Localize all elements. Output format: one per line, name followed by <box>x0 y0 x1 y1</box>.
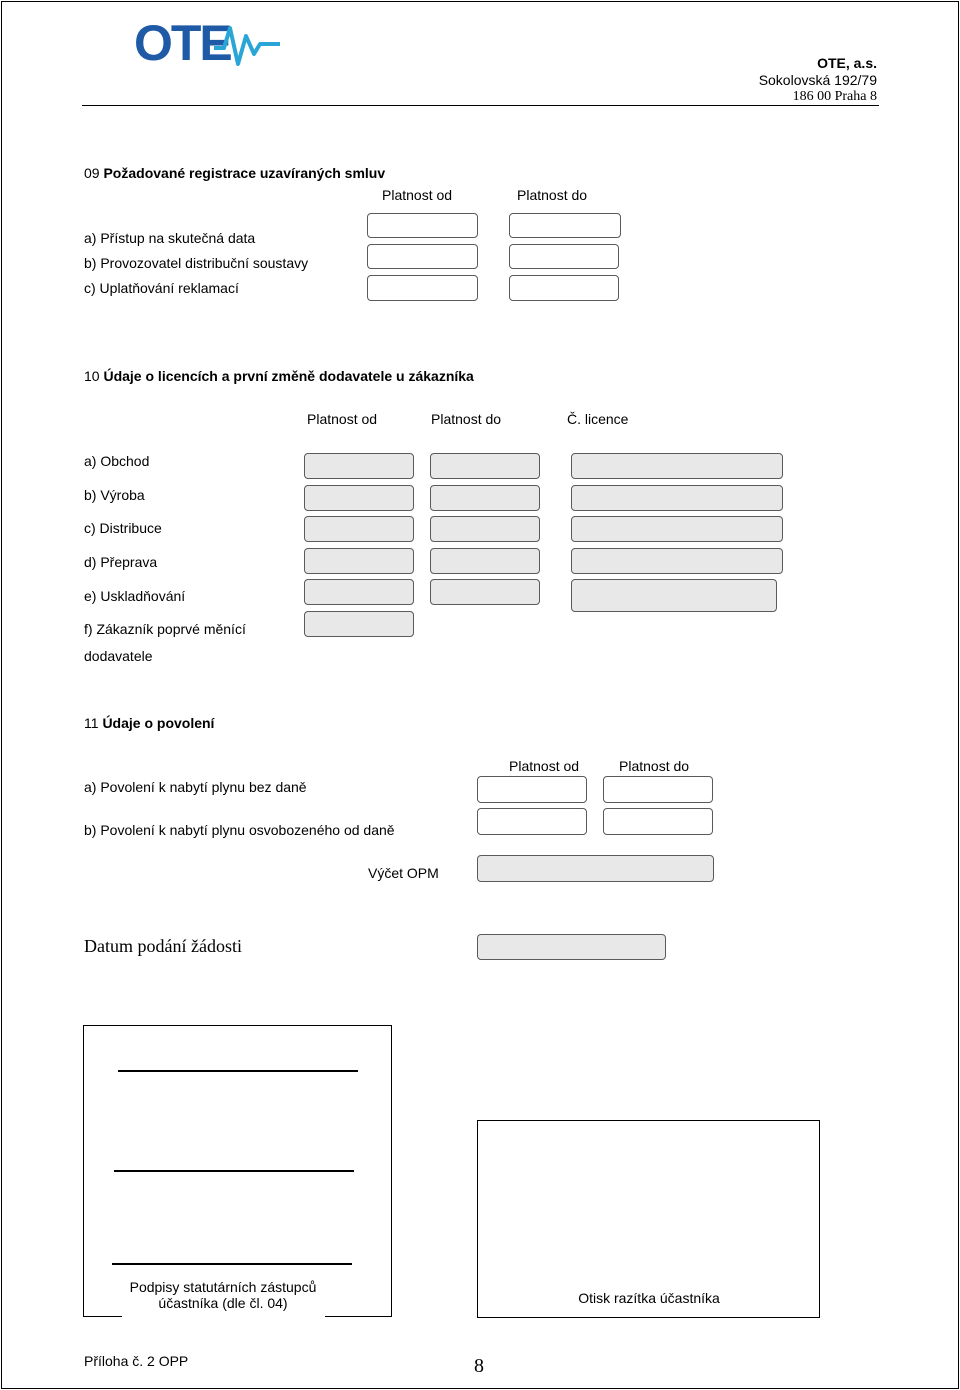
section10-transport-license-field[interactable] <box>571 548 783 574</box>
date-field[interactable] <box>477 934 666 960</box>
section09-heading <box>84 165 385 181</box>
section09-claims-from-field[interactable] <box>367 275 478 301</box>
section11-tax-free-from-field[interactable] <box>477 776 587 803</box>
section10-heading <box>84 368 474 384</box>
section10-row-label: b) Výroba <box>84 487 145 503</box>
date-label: Datum podání žádosti <box>84 936 242 956</box>
section10-title: Údaje o licencích a první změně dodavatele u zákazníka <box>103 368 474 384</box>
section10-trade-license-field[interactable] <box>571 453 783 479</box>
section09-access-to-field[interactable] <box>509 213 621 238</box>
header-divider <box>82 105 879 106</box>
section11-row-b-label: b) Povolení k nabytí plynu osvobozeného od daně <box>84 822 395 838</box>
section11-row-a-label: a) Povolení k nabytí plynu bez daně <box>84 779 307 795</box>
section11-opm-label: Výčet OPM <box>368 865 439 881</box>
section10-transport-to-field[interactable] <box>430 548 540 574</box>
section09-row-label: c) Uplatňování reklamací <box>84 280 239 296</box>
section09-access-from-field[interactable] <box>367 213 478 238</box>
section10-storage-to-field[interactable] <box>430 579 540 605</box>
section10-production-to-field[interactable] <box>430 485 540 511</box>
section09-claims-to-field[interactable] <box>509 275 619 301</box>
section09-row-label: b) Provozovatel distribuční soustavy <box>84 255 309 271</box>
signatures-box-gap <box>122 1310 325 1320</box>
section10-col-to: Platnost do <box>431 411 502 427</box>
stamp-box <box>477 1120 820 1318</box>
signatures-label-line2: účastníka (dle čl. 04) <box>158 1295 288 1311</box>
company-street: Sokolovská 192/79 <box>758 72 877 88</box>
section10-transport-from-field[interactable] <box>304 548 414 574</box>
section10-distribution-license-field[interactable] <box>571 516 783 542</box>
signature-line[interactable] <box>118 1070 358 1072</box>
section11-col-to: Platnost do <box>619 758 690 774</box>
section10-row-label: a) Obchod <box>84 453 150 469</box>
signature-line[interactable] <box>112 1263 352 1265</box>
section11-tax-free-to-field[interactable] <box>603 776 713 803</box>
section09-distribution-to-field[interactable] <box>509 244 619 269</box>
stamp-label: Otisk razítka účastníka <box>578 1290 720 1306</box>
company-name: OTE, a.s. <box>817 55 877 71</box>
section10-storage-license-field[interactable] <box>571 579 777 612</box>
section10-distribution-from-field[interactable] <box>304 516 414 542</box>
section10-row-label: d) Přeprava <box>84 554 158 570</box>
section11-number: 11 <box>84 715 99 731</box>
signature-line[interactable] <box>114 1170 354 1172</box>
section10-production-from-field[interactable] <box>304 485 414 511</box>
section09-col-to: Platnost do <box>517 187 588 203</box>
section11-exempt-to-field[interactable] <box>603 808 713 835</box>
section10-number: 10 <box>84 368 100 384</box>
section10-col-license: Č. licence <box>567 411 629 427</box>
signatures-label-line1: Podpisy statutárních zástupců <box>129 1279 317 1295</box>
section10-row-label: c) Distribuce <box>84 520 162 536</box>
pulse-wave-icon <box>214 22 280 68</box>
section10-storage-from-field[interactable] <box>304 579 414 605</box>
section11-heading <box>84 715 214 731</box>
section10-trade-to-field[interactable] <box>430 453 540 479</box>
section10-col-from: Platnost od <box>307 411 378 427</box>
section11-exempt-from-field[interactable] <box>477 808 587 835</box>
company-city: 186 00 Praha 8 <box>792 89 877 104</box>
footer-attachment: Příloha č. 2 OPP <box>84 1353 189 1369</box>
section11-title: Údaje o povolení <box>102 715 215 731</box>
section09-row-label: a) Přístup na skutečná data <box>84 230 256 246</box>
section10-production-license-field[interactable] <box>571 485 783 511</box>
section11-col-from: Platnost od <box>509 758 580 774</box>
section10-row-f-label-line1: f) Zákazník poprvé měnící <box>84 621 246 637</box>
section10-first-switch-from-field[interactable] <box>304 611 414 637</box>
section10-distribution-to-field[interactable] <box>430 516 540 542</box>
section09-distribution-from-field[interactable] <box>367 244 478 269</box>
section09-number: 09 <box>84 165 100 181</box>
section10-row-label: e) Uskladňování <box>84 588 186 604</box>
section09-title: Požadované registrace uzavíraných smluv <box>103 165 386 181</box>
section10-row-f-label-line2: dodavatele <box>84 648 153 664</box>
page-number: 8 <box>474 1355 484 1377</box>
logo-text: OTE <box>134 15 231 71</box>
section09-col-from: Platnost od <box>382 187 453 203</box>
section10-trade-from-field[interactable] <box>304 453 414 479</box>
section11-opm-field[interactable] <box>477 855 714 882</box>
